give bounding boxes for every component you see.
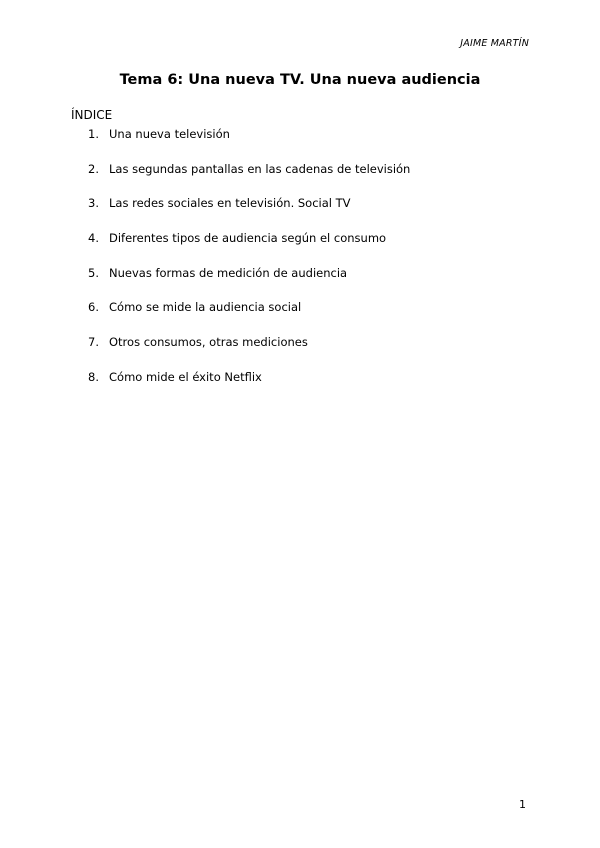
toc-item-number: 8. xyxy=(88,369,99,384)
toc-item-text: Otros consumos, otras mediciones xyxy=(109,335,308,350)
toc-item xyxy=(88,162,410,197)
toc-item-text: Cómo se mide la audiencia social xyxy=(109,300,302,315)
toc-item-number: 7. xyxy=(88,335,99,350)
toc-item-number: 3. xyxy=(88,196,99,211)
toc-item xyxy=(88,196,410,231)
toc-item-number: 5. xyxy=(88,265,99,280)
toc-item-number: 1. xyxy=(88,127,99,141)
table-of-contents xyxy=(88,127,410,405)
toc-item xyxy=(88,231,410,266)
toc-item xyxy=(88,127,410,162)
toc-item xyxy=(88,300,410,335)
toc-item-text: Las redes sociales en televisión. Social TV xyxy=(109,196,351,211)
toc-item xyxy=(88,370,410,405)
toc-item xyxy=(88,335,410,370)
toc-item xyxy=(88,266,410,301)
toc-item-number: 2. xyxy=(88,161,99,176)
toc-item-text: Una nueva televisión xyxy=(109,127,230,141)
toc-item-text: Diferentes tipos de audiencia según el consumo xyxy=(109,231,387,246)
header-author: JAIME MARTÍN xyxy=(460,38,529,49)
toc-item-text: Cómo mide el éxito Netflix xyxy=(109,369,262,384)
index-heading: ÍNDICE xyxy=(71,108,113,122)
toc-item-number: 4. xyxy=(88,231,99,246)
toc-item-text: Nuevas formas de medición de audiencia xyxy=(109,265,348,280)
toc-item-number: 6. xyxy=(88,300,99,315)
document-title: Tema 6: Una nueva TV. Una nueva audiencia xyxy=(119,72,481,88)
toc-item-text: Las segundas pantallas en las cadenas de televisión xyxy=(109,161,411,176)
page-number: 1 xyxy=(519,798,526,811)
